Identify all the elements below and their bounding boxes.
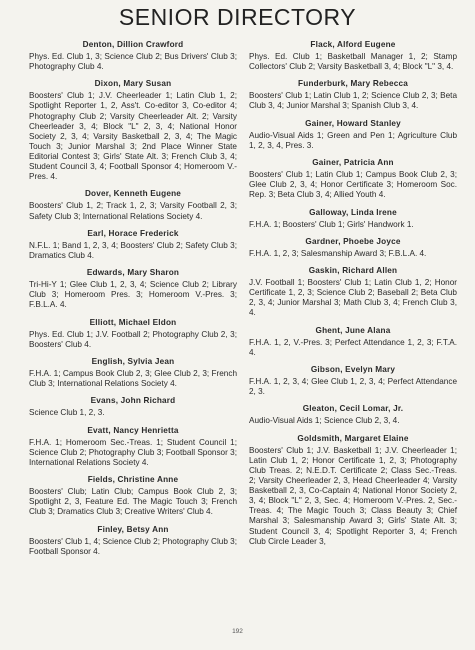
student-name: Gainer, Howard Stanley: [305, 118, 401, 128]
activities-text: F.H.A. 1; Campus Book Club 2, 3; Glee Club 2, 3; French Club 3; International Relations Society 4.: [29, 369, 237, 389]
page-title: SENIOR DIRECTORY: [118, 4, 357, 30]
activities-text: Phys. Ed. Club 1; J.V. Football 2; Photography Club 2, 3; Boosters' Club 4.: [29, 329, 237, 349]
directory-entry: [249, 404, 457, 426]
directory-entry: [249, 158, 457, 200]
activities-text: Boosters' Club 1, 4; Science Club 2; Photography Club 3; Football Sponsor 4.: [29, 536, 237, 556]
student-name: Ghent, June Alana: [315, 325, 391, 335]
student-name: Gardner, Phoebe Joyce: [305, 236, 401, 246]
activities-text: Audio-Visual Aids 1; Green and Pen 1; Agriculture Club 1, 2, 3, 4, Pres. 3.: [249, 130, 457, 150]
directory-entry: [249, 434, 457, 547]
activities-text: Boosters' Club 1; J.V. Cheerleader 1; Latin Club 1, 2; Spotlight Reporter 1, 2, Ass't. Co-editor 3, Co-editor 4; Photography Club 2; Varsity Cheerleader Alt. 2; Varsity Cheerleader 3, 4; Block "L" 2, 3, 4; National Honor Society 2, 3, 4; Varsity Basketball 2, 3, 4; The Magic Touch 3; Junior Marshal 3; 2nd Place Winner State Editorial Contest 3; Girls' State Alt. 3; French Club 3, 4; Student Council 3, 4; Football Sponsor 4; Homeroom V.-Pres. 4.: [29, 91, 237, 182]
directory-entry: [29, 357, 237, 389]
activities-text: N.F.L. 1; Band 1, 2, 3, 4; Boosters' Club 2; Safety Club 3; Dramatics Club 4.: [29, 240, 237, 260]
student-name: Denton, Dillion Crawford: [82, 40, 184, 49]
student-name: Flack, Alford Eugene: [310, 40, 396, 49]
activities-text: Science Club 1, 2, 3.: [29, 408, 105, 418]
directory-entry: [29, 475, 237, 517]
student-name: Funderburk, Mary Rebecca: [298, 79, 408, 89]
right-column: [249, 40, 457, 554]
student-name: Gibson, Evelyn Mary: [310, 365, 396, 375]
directory-entry: [249, 326, 457, 358]
student-name: Gaskin, Richard Allen: [308, 266, 398, 276]
activities-text: Boosters' Club; Latin Club; Campus Book Club 2, 3; Spotlight 2, 3, Feature Ed. The Magic Touch 3; French Club 3; Dramatics Club 3; Creative Writers' Club 4.: [29, 487, 237, 517]
directory-entry: [249, 119, 457, 151]
student-name: Goldsmith, Margaret Elaine: [297, 433, 409, 443]
student-name: Elliott, Michael Eldon: [89, 317, 177, 327]
activities-text: Boosters' Club 1; Latin Club 1, 2; Science Club 2, 3; Beta Club 3, 4; Junior Marshal 3; Spanish Club 3, 4.: [249, 91, 457, 111]
directory-entry: [29, 318, 237, 350]
student-name: Dixon, Mary Susan: [94, 79, 172, 89]
activities-text: F.H.A. 1, 2, V.-Pres. 3; Perfect Attendance 1, 2, 3; F.T.A. 4.: [249, 337, 457, 357]
activities-text: Phys. Ed. Club 1, 3; Science Club 2; Bus Drivers' Club 3; Photography Club 4.: [29, 52, 237, 72]
directory-entry: [249, 237, 457, 259]
directory-entry: [249, 40, 457, 72]
directory-entry: [249, 208, 457, 230]
directory-entry: [249, 365, 457, 397]
activities-text: Phys. Ed. Club 1; Basketball Manager 1, 2; Stamp Collectors' Club 2; Varsity Basketball 3, 4; Block "L" 3, 4.: [249, 52, 457, 72]
student-name: Earl, Horace Frederick: [87, 228, 179, 238]
activities-text: J.V. Football 1; Boosters' Club 1; Latin Club 1, 2; Honor Certificate 1, 2, 3; Science Club 2; Baseball 2; Beta Club 2, 3, 4; Junior Marshal 3; Math Club 3, 4; French Club 3, 4.: [249, 278, 457, 318]
activities-text: Tri-Hi-Y 1; Glee Club 1, 2, 3, 4; Science Club 2; Library Club 3; Homeroom Pres. 3; Homeroom V.-Pres. 3; F.B.L.A. 4.: [29, 280, 237, 310]
student-name: Fields, Christine Anne: [87, 475, 179, 485]
activities-text: F.H.A. 1, 2, 3; Salesmanship Award 3; F.B.L.A. 4.: [249, 248, 427, 258]
directory-entry: [29, 396, 237, 418]
directory-entry: [29, 268, 237, 310]
student-name: Edwards, Mary Sharon: [86, 268, 180, 278]
activities-text: F.H.A. 1, 2, 3, 4; Glee Club 1, 2, 3, 4; Perfect Attendance 2, 3.: [249, 377, 457, 397]
activities-text: Boosters' Club 1; Latin Club 1; Campus Book Club 2, 3; Glee Club 2, 3, 4; Honor Certificate 3; Homeroom Soc. Rep. 3; Beta Club 3, 4; Allied Youth 4.: [249, 170, 457, 200]
student-name: Finley, Betsy Ann: [97, 524, 169, 534]
activities-text: F.H.A. 1; Homeroom Sec.-Treas. 1; Student Council 1; Science Club 2; Photography Club 3; Football Sponsor 3; International Relations Society 4.: [29, 437, 237, 467]
directory-entry: [29, 525, 237, 557]
student-name: Evans, John Richard: [90, 396, 176, 406]
directory-entry: [29, 189, 237, 221]
left-column: [29, 40, 237, 564]
student-name: English, Sylvia Jean: [91, 357, 175, 366]
student-name: Gleaton, Cecil Lomar, Jr.: [302, 404, 404, 414]
directory-entry: [29, 40, 237, 72]
student-name: Gainer, Patricia Ann: [312, 158, 394, 168]
directory-entry: [249, 266, 457, 318]
student-name: Evatt, Nancy Henrietta: [87, 425, 179, 435]
activities-text: Boosters' Club 1, 2; Track 1, 2, 3; Varsity Football 2, 3; Safety Club 3; International Relations Society 4.: [29, 201, 237, 221]
activities-text: Boosters' Club 1; J.V. Basketball 1; J.V. Cheerleader 1; Latin Club 1, 2; Honor Certificate 1, 2, 3; Photography Club Treas. 2; N.E.D.T. Certificate 2; Class Sec.-Treas. 2; Varsity Cheerleader 2, 3, Head Cheerleader 4; Varsity Basketball 2, 3, Co-Captain 4; National Honor Society 2, 3, 4; Block "L" 2, 3, Sec. 4; Homeroom V.-Pres. 2, Sec.-Treas. 4; The Magic Touch 3; Class Beauty 3; Chief Marshal 3; Salesmanship Award 3; Girls' State Alt. 3; Student Council 3, 4; Spotlight Reporter 3, 4; French Club Circle Leader 3,: [249, 445, 457, 546]
activities-text: Audio-Visual Aids 1; Science Club 2, 3, 4.: [249, 416, 400, 426]
directory-entry: [29, 229, 237, 261]
directory-entry: [29, 79, 237, 182]
page-number: 192: [232, 628, 243, 635]
directory-entry: [249, 79, 457, 111]
student-name: Dover, Kenneth Eugene: [84, 189, 182, 199]
student-name: Galloway, Linda Irene: [309, 207, 397, 217]
directory-entry: [29, 426, 237, 468]
activities-text: F.H.A. 1; Boosters' Club 1; Girls' Handwork 1.: [249, 219, 414, 229]
